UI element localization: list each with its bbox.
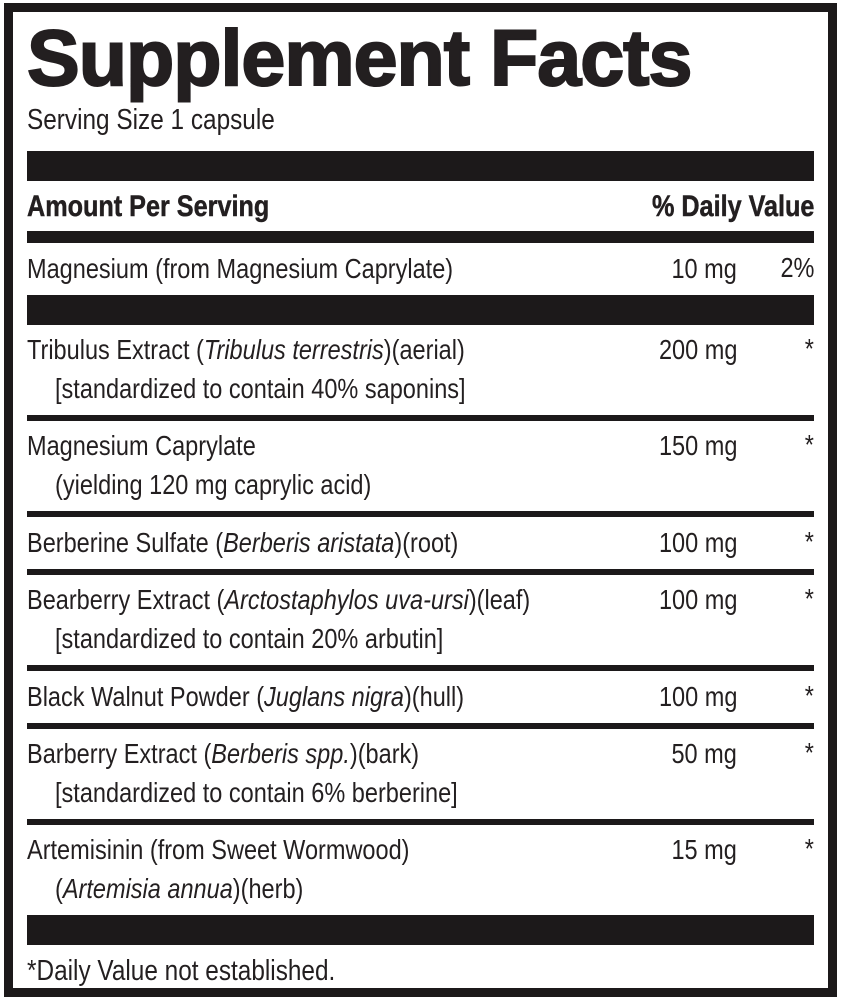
percent-daily-value-header: % Daily Value (651, 189, 814, 223)
ingredient-amount: 100 mg (658, 680, 737, 712)
panel-title (27, 13, 814, 102)
ingredient-row (27, 421, 814, 511)
header-underline-bar (27, 231, 814, 243)
ingredient-row (27, 729, 814, 819)
ingredient-row (27, 325, 814, 415)
ingredient-name: Berberine Sulfate (Berberis aristata)(root) (27, 526, 459, 558)
ingredient-amount: 50 mg (671, 737, 737, 769)
ingredient-sub-detail: (Artemisia annua)(herb) (55, 872, 304, 904)
section-bar (27, 295, 814, 325)
ingredient-daily-value: * (804, 525, 814, 557)
ingredient-row (27, 517, 814, 569)
serving-size-text: Serving Size 1 capsule (27, 103, 275, 136)
ingredient-daily-value: * (804, 736, 814, 768)
ingredient-daily-value: * (804, 332, 814, 364)
ingredient-rows (27, 243, 814, 945)
ingredient-name: Magnesium (from Magnesium Caprylate) (27, 252, 454, 284)
serving-size (27, 104, 814, 137)
panel-title-text: Supplement Facts (27, 13, 692, 102)
ingredient-amount: 15 mg (671, 833, 737, 865)
ingredient-amount: 100 mg (658, 526, 737, 558)
ingredient-name: Black Walnut Powder (Juglans nigra)(hull) (27, 680, 465, 712)
ingredient-daily-value: * (804, 679, 814, 711)
ingredient-sub-detail: [standardized to contain 40% saponins] (55, 372, 466, 404)
ingredient-name: Magnesium Caprylate (yielding 120 mg caprylic acid) (27, 427, 627, 505)
ingredient-daily-value: 2% (780, 251, 814, 283)
ingredient-amount: 200 mg (658, 333, 737, 365)
amount-per-serving-header: Amount Per Serving (27, 189, 270, 223)
ingredient-name: Barberry Extract (Berberis spp.)(bark) [standardized to contain 6% berberine] (27, 735, 627, 813)
ingredient-sub-detail: [standardized to contain 20% arbutin] (55, 622, 444, 654)
ingredient-row (27, 575, 814, 665)
column-header-row (27, 181, 814, 231)
ingredient-name: Artemisinin (from Sweet Wormwood) (Artemisia annua)(herb) (27, 831, 627, 909)
ingredient-daily-value: * (804, 428, 814, 460)
section-bar (27, 915, 814, 945)
footnote (27, 945, 814, 989)
ingredient-sub-detail: (yielding 120 mg caprylic acid) (55, 468, 372, 500)
ingredient-amount: 100 mg (658, 583, 737, 615)
section-bar-top (27, 151, 814, 181)
ingredient-daily-value: * (804, 582, 814, 614)
ingredient-name: Bearberry Extract (Arctostaphylos uva-ursi)(leaf) [standardized to contain 20% arbutin] (27, 581, 627, 659)
ingredient-row (27, 825, 814, 915)
ingredient-sub-detail: [standardized to contain 6% berberine] (55, 776, 458, 808)
ingredient-row (27, 671, 814, 723)
ingredient-amount: 10 mg (671, 252, 737, 284)
ingredient-name: Tribulus Extract (Tribulus terrestris)(aerial) [standardized to contain 40% saponins] (27, 331, 627, 409)
ingredient-row (27, 243, 814, 295)
ingredient-daily-value: * (804, 832, 814, 864)
supplement-facts-panel (4, 3, 837, 997)
footnote-text: *Daily Value not established. (27, 954, 336, 987)
ingredient-amount: 150 mg (658, 429, 737, 461)
